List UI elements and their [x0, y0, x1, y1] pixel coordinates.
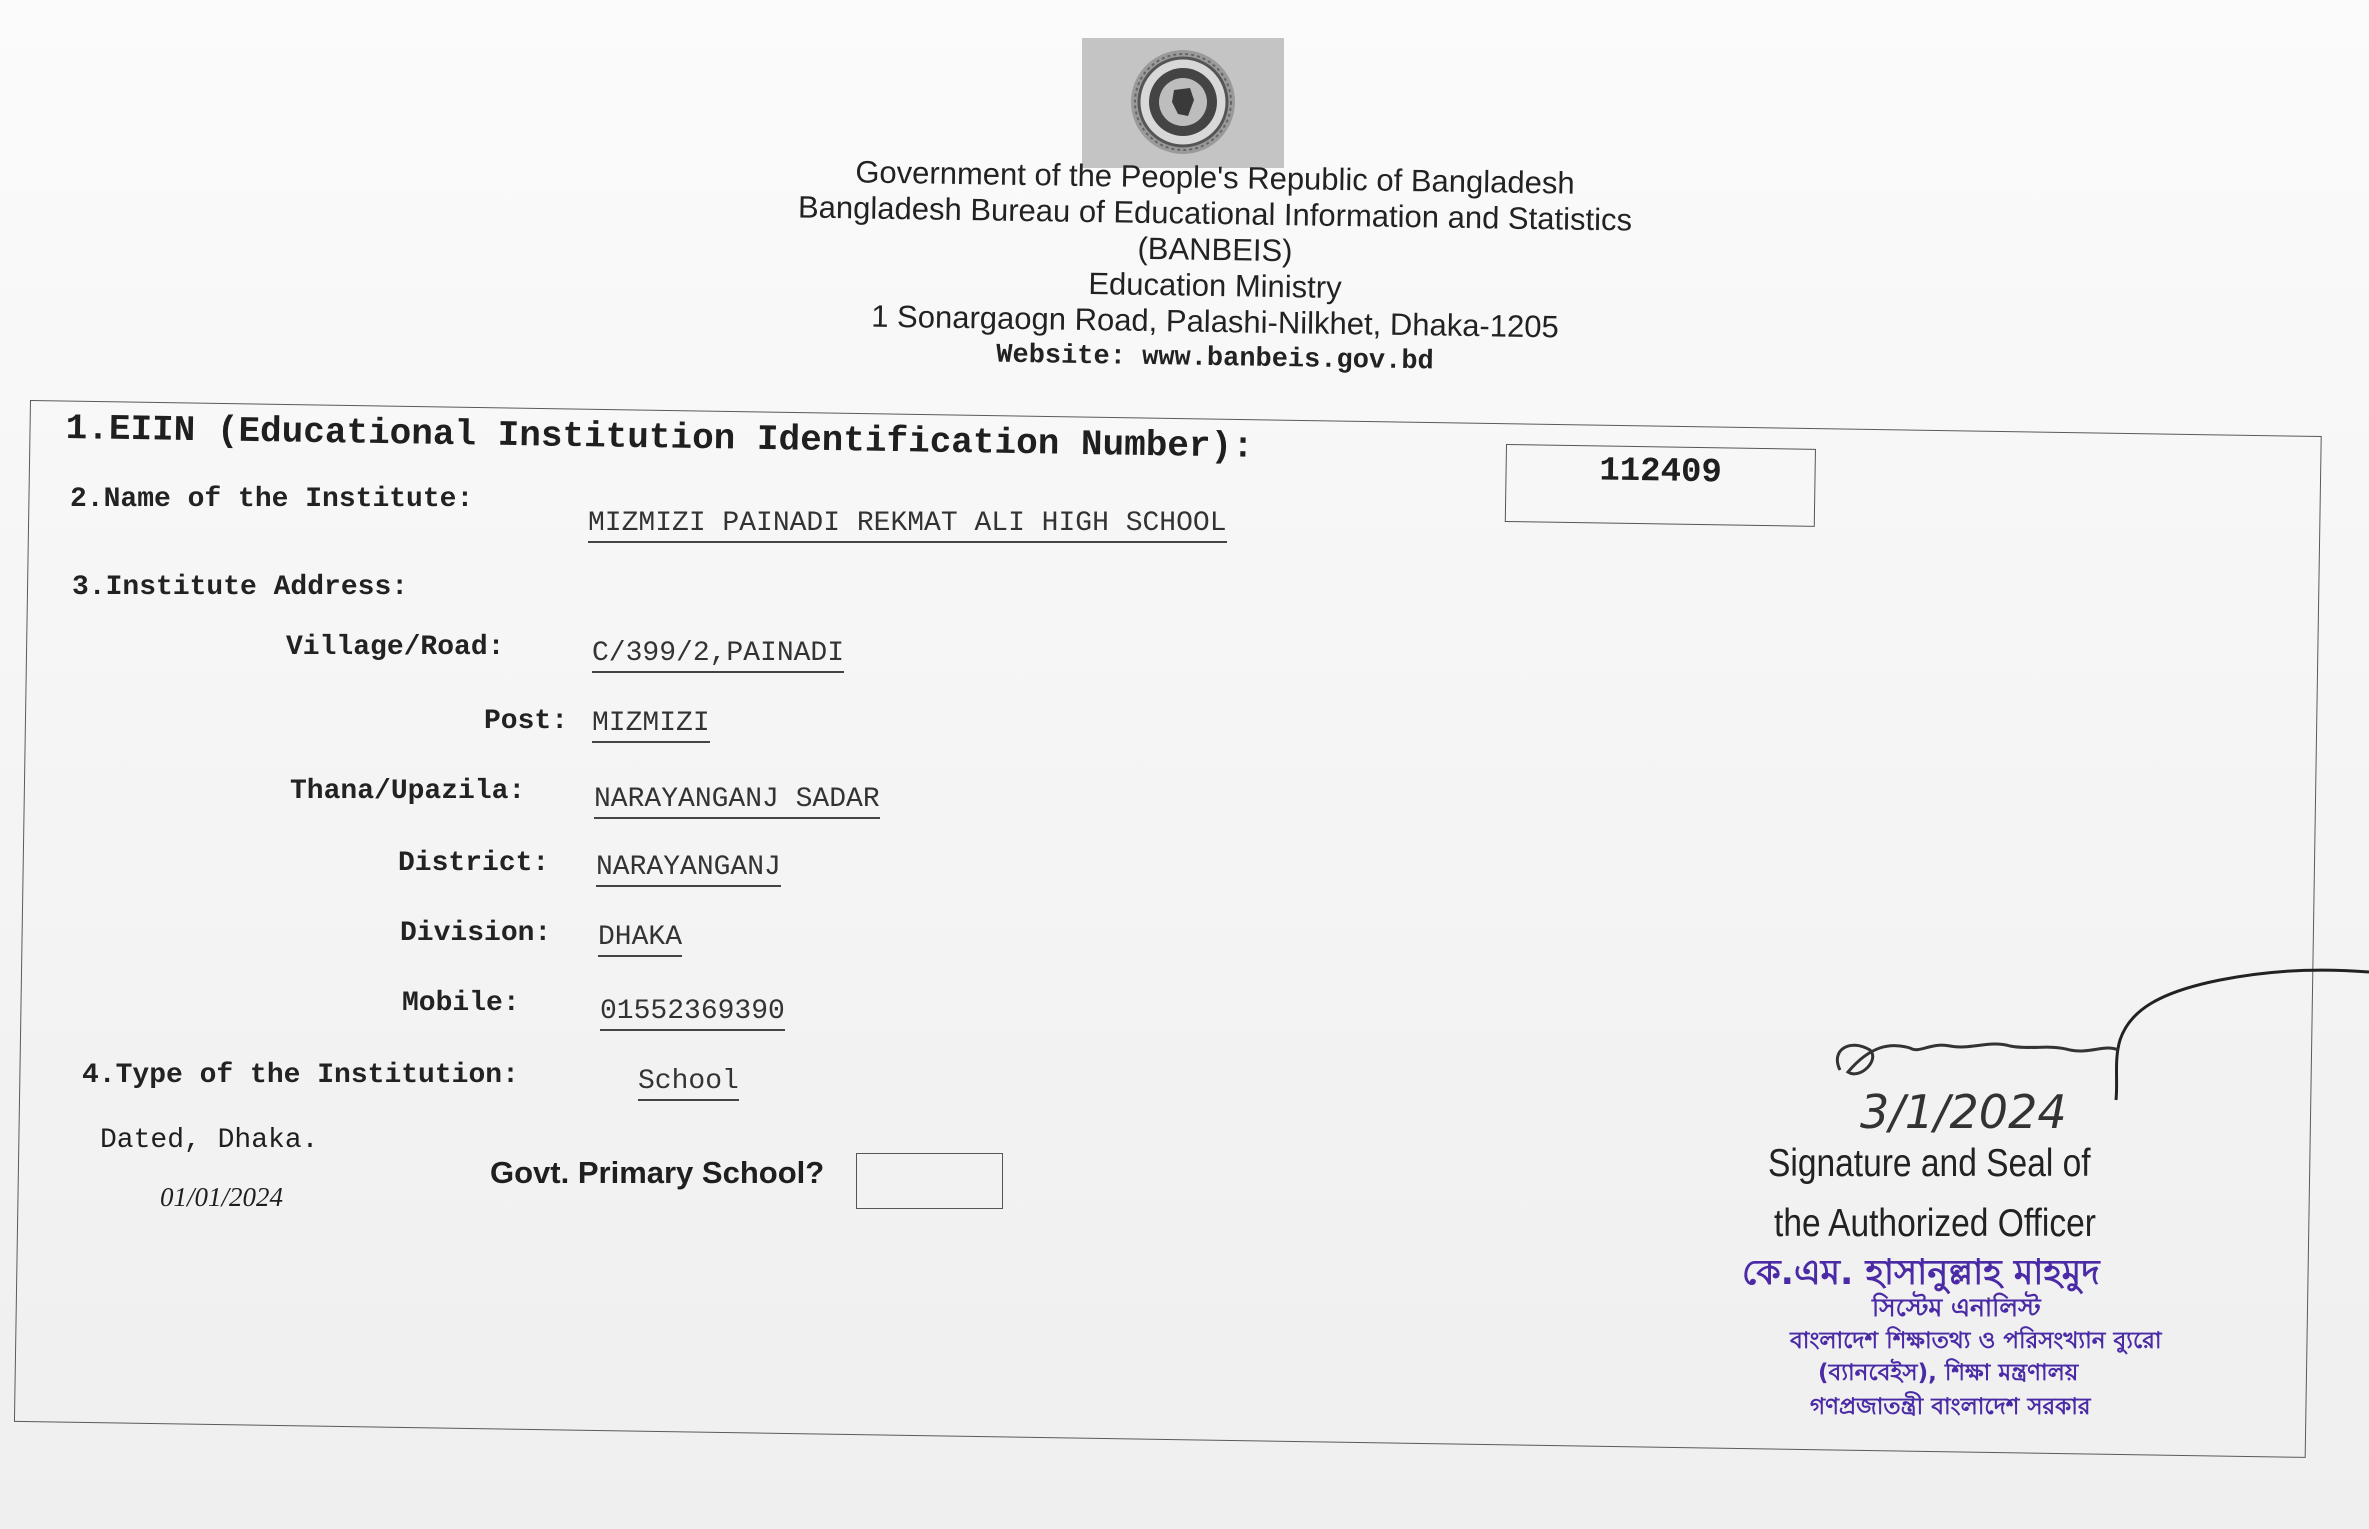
thana-value: NARAYANGANJ SADAR [594, 784, 880, 819]
institute-name-value: MIZMIZI PAINADI REKMAT ALI HIGH SCHOOL [588, 508, 1227, 543]
division-value: DHAKA [598, 922, 682, 957]
signature-title-line2: the Authorized Officer [1774, 1202, 2096, 1245]
seal-government: গণপ্রজাতন্ত্রী বাংলাদেশ সরকার [1810, 1394, 2091, 1420]
header-website: Website: www.banbeis.gov.bd [996, 340, 1434, 378]
district-value: NARAYANGANJ [596, 852, 781, 887]
post-label: Post: [484, 706, 569, 737]
district-label: District: [398, 848, 550, 879]
issue-date: 01/01/2024 [160, 1182, 284, 1212]
post-value: MIZMIZI [592, 708, 710, 743]
address-label: 3.Institute Address: [72, 572, 409, 603]
handwritten-date: 3/1/2024 [1860, 1085, 2067, 1139]
signature-title-line1: Signature and Seal of [1768, 1142, 2091, 1185]
header-address: 1 Sonargaogn Road, Palashi-Nilkhet, Dhaka-1205 [870, 298, 1560, 345]
village-value: C/399/2,PAINADI [592, 638, 844, 673]
seal-organization-2: (ব্যানবেইস), শিক্ষা মন্ত্রণালয় [1818, 1360, 2079, 1386]
handwritten-signature [1800, 950, 2369, 1170]
seal-designation: সিস্টেম এনালিস্ট [1872, 1293, 2041, 1322]
dated-label: Dated, Dhaka. [100, 1125, 319, 1156]
institution-type-value: School [638, 1066, 739, 1101]
village-label: Village/Road: [286, 632, 505, 663]
eiin-label: 1.EIIN (Educational Institution Identification Number): [65, 408, 1255, 468]
institution-type-label: 4.Type of the Institution: [82, 1060, 519, 1091]
seal-organization: বাংলাদেশ শিক্ষাতথ্য ও পরিসংখ্যান ব্যুরো [1790, 1328, 2162, 1354]
header-government: Government of the People's Republic of Bangladesh [855, 154, 1575, 201]
mobile-label: Mobile: [402, 988, 520, 1019]
eiin-box [1505, 444, 1816, 527]
institute-name-label: 2.Name of the Institute: [70, 484, 474, 515]
division-label: Division: [400, 918, 552, 949]
header-ministry: Education Ministry [1088, 266, 1342, 305]
header-bureau: Bangladesh Bureau of Educational Information and Statistics [797, 189, 1633, 238]
govt-primary-label: Govt. Primary School? [490, 1155, 825, 1190]
government-seal-icon [1082, 38, 1284, 168]
thana-label: Thana/Upazila: [290, 776, 526, 807]
mobile-value: 01552369390 [600, 996, 785, 1031]
header-banbeis: (BANBEIS) [1137, 230, 1293, 269]
govt-primary-box [856, 1153, 1003, 1209]
eiin-value: 112409 [1599, 452, 1723, 493]
seal-officer-name: কে.এম. হাসানুল্লাহ মাহমুদ [1742, 1253, 2100, 1293]
